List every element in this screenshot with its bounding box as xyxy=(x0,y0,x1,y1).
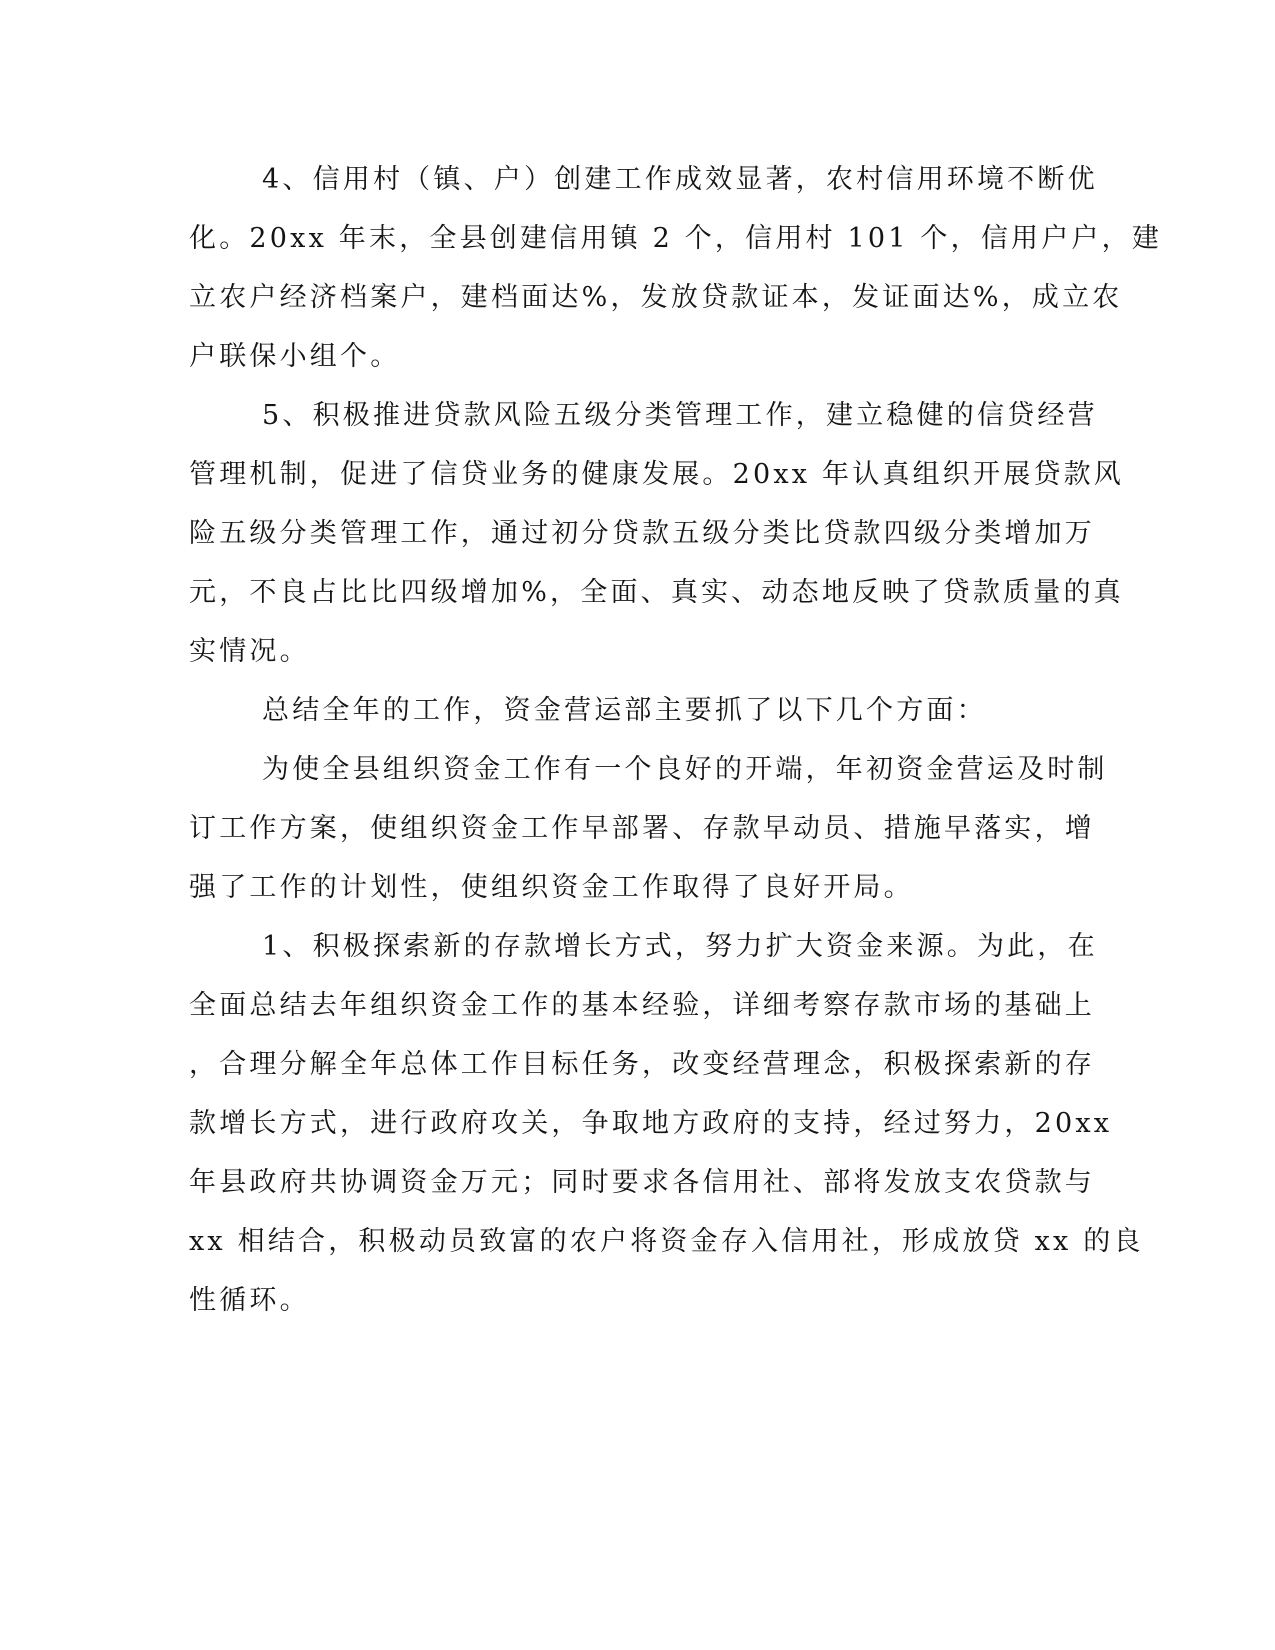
text-line: 强了工作的计划性，使组织资金工作取得了良好开局。 xyxy=(189,872,914,903)
text-line: 险五级分类管理工作，通过初分贷款五级分类比贷款四级分类增加万 xyxy=(189,518,1095,549)
text-line: 5、积极推进贷款风险五级分类管理工作，建立稳健的信贷经营 xyxy=(262,400,1098,431)
text-line: 订工作方案，使组织资金工作早部署、存款早动员、措施早落实，增 xyxy=(189,813,1095,844)
text-line: 为使全县组织资金工作有一个良好的开端，年初资金营运及时制 xyxy=(262,754,1108,785)
text-line: 实情况。 xyxy=(189,636,310,667)
text-line: xx 相结合，积极动员致富的农户将资金存入信用社，形成放贷 xx 的良 xyxy=(189,1226,1144,1257)
text-line: 款增长方式，进行政府攻关，争取地方政府的支持，经过努力，20xx xyxy=(189,1108,1113,1139)
text-line: 立农户经济档案户，建档面达%，发放贷款证本，发证面达%，成立农 xyxy=(189,282,1123,313)
text-line: 管理机制，促进了信贷业务的健康发展。20xx 年认真组织开展贷款风 xyxy=(189,459,1124,490)
text-line: 性循环。 xyxy=(189,1285,310,1316)
text-line: 户联保小组个。 xyxy=(189,341,401,372)
text-line: 全面总结去年组织资金工作的基本经验，详细考察存款市场的基础上 xyxy=(189,990,1095,1021)
text-line: ，合理分解全年总体工作目标任务，改变经营理念，积极探索新的存 xyxy=(189,1049,1095,1080)
text-line: 化。20xx 年末，全县创建信用镇 2 个，信用村 101 个，信用户户，建 xyxy=(189,223,1163,254)
text-line: 年县政府共协调资金万元；同时要求各信用社、部将发放支农贷款与 xyxy=(189,1167,1095,1198)
text-line: 总结全年的工作，资金营运部主要抓了以下几个方面： xyxy=(262,695,987,726)
text-line: 1、积极探索新的存款增长方式，努力扩大资金来源。为此，在 xyxy=(262,931,1098,962)
text-line: 元，不良占比比四级增加%，全面、真实、动态地反映了贷款质量的真 xyxy=(189,577,1124,608)
text-line: 4、信用村（镇、户）创建工作成效显著，农村信用环境不断优 xyxy=(262,164,1098,195)
